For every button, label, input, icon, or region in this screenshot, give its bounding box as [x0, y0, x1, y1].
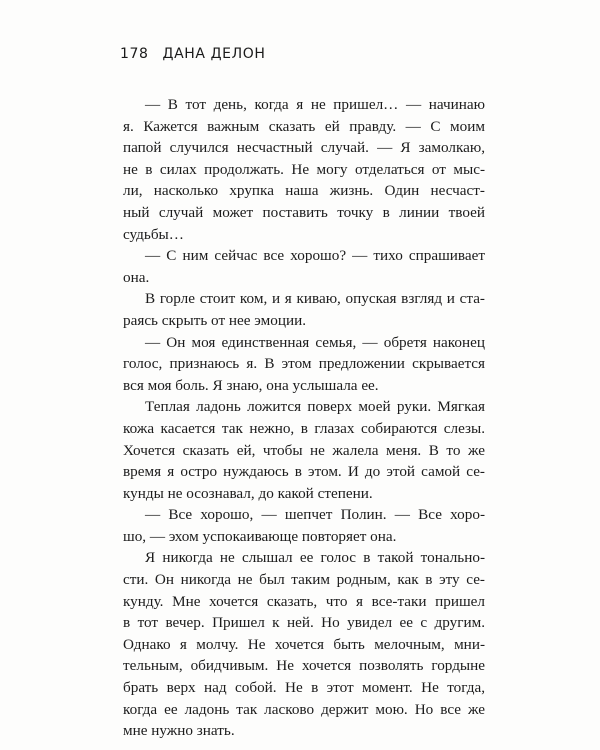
running-head	[120, 46, 265, 62]
page-number: 178	[120, 46, 149, 62]
text-line: — С ним сейчас все хорошо? — тихо спрашивает	[145, 247, 485, 265]
text-line: — В тот день, когда я не пришел… — начинаю	[145, 96, 485, 113]
text-line: время я остро нуждаюсь в этом. И до этой самой се-	[123, 463, 485, 481]
text-line: шо, — эхом успокаивающе повторяет она.	[123, 527, 397, 545]
text-line: Я никогда не слышал ее голос в такой тонально-	[145, 549, 485, 567]
text-line: мне нужно знать.	[123, 722, 235, 740]
text-line: папой случился несчастный случай. — Я замолкаю,	[123, 139, 485, 157]
author-name: ДАНА ДЕЛОН	[162, 46, 266, 62]
text-line: голос, признаюсь я. В этом предложении скрывается	[123, 355, 485, 373]
text-line: — Все хорошо, — шепчет Полин. — Все хоро-	[145, 506, 485, 524]
text-line: Теплая ладонь ложится поверх моей руки. Мягкая	[145, 398, 485, 416]
text-line: ли, насколько хрупка наша жизнь. Один несчаст-	[123, 182, 485, 200]
text-line: ный случай может поставить точку в линии твоей	[123, 203, 485, 221]
text-line: В горле стоит ком, и я киваю, опуская взгляд и ста-	[145, 290, 485, 308]
text-line: раясь скрыть от нее эмоции.	[123, 311, 307, 329]
text-line: вся моя боль. Я знаю, она услышала ее.	[123, 376, 379, 394]
text-line: не в силах продолжать. Не могу отделаться от мыс-	[123, 160, 485, 178]
text-line: я. Кажется важным сказать ей правду. — С моим	[123, 117, 485, 135]
text-line: Хочется сказать ей, чтобы не жалела меня. В то же	[123, 441, 485, 459]
text-line: брать верх над собой. Не в этот момент. Не тогда,	[123, 679, 485, 697]
text-line: кожа касается так нежно, в глазах собираются слезы.	[123, 419, 485, 437]
text-line: в тот вечер. Пришел к ней. Но увидел ее с другим.	[123, 614, 485, 632]
text-line: она.	[123, 268, 150, 286]
text-line: судьбы…	[123, 225, 184, 243]
text-line: сти. Он никогда не был таким родным, как в эту се-	[123, 571, 485, 589]
text-line: Однако я молчу. Не хочется быть мелочным, мни-	[123, 635, 485, 653]
text-line: тельным, обидчивым. Не хочется позволять гордыне	[123, 657, 485, 675]
text-line: — Он моя единственная семья, — обретя наконец	[145, 333, 485, 351]
text-line: кунду. Мне хочется сказать, что я все-таки пришел	[123, 592, 485, 610]
body-text	[123, 94, 485, 742]
text-line: когда ее ладонь так ласково держит мою. Но все же	[123, 700, 485, 718]
text-line: кунды не осознавал, до какой степени.	[123, 484, 373, 502]
